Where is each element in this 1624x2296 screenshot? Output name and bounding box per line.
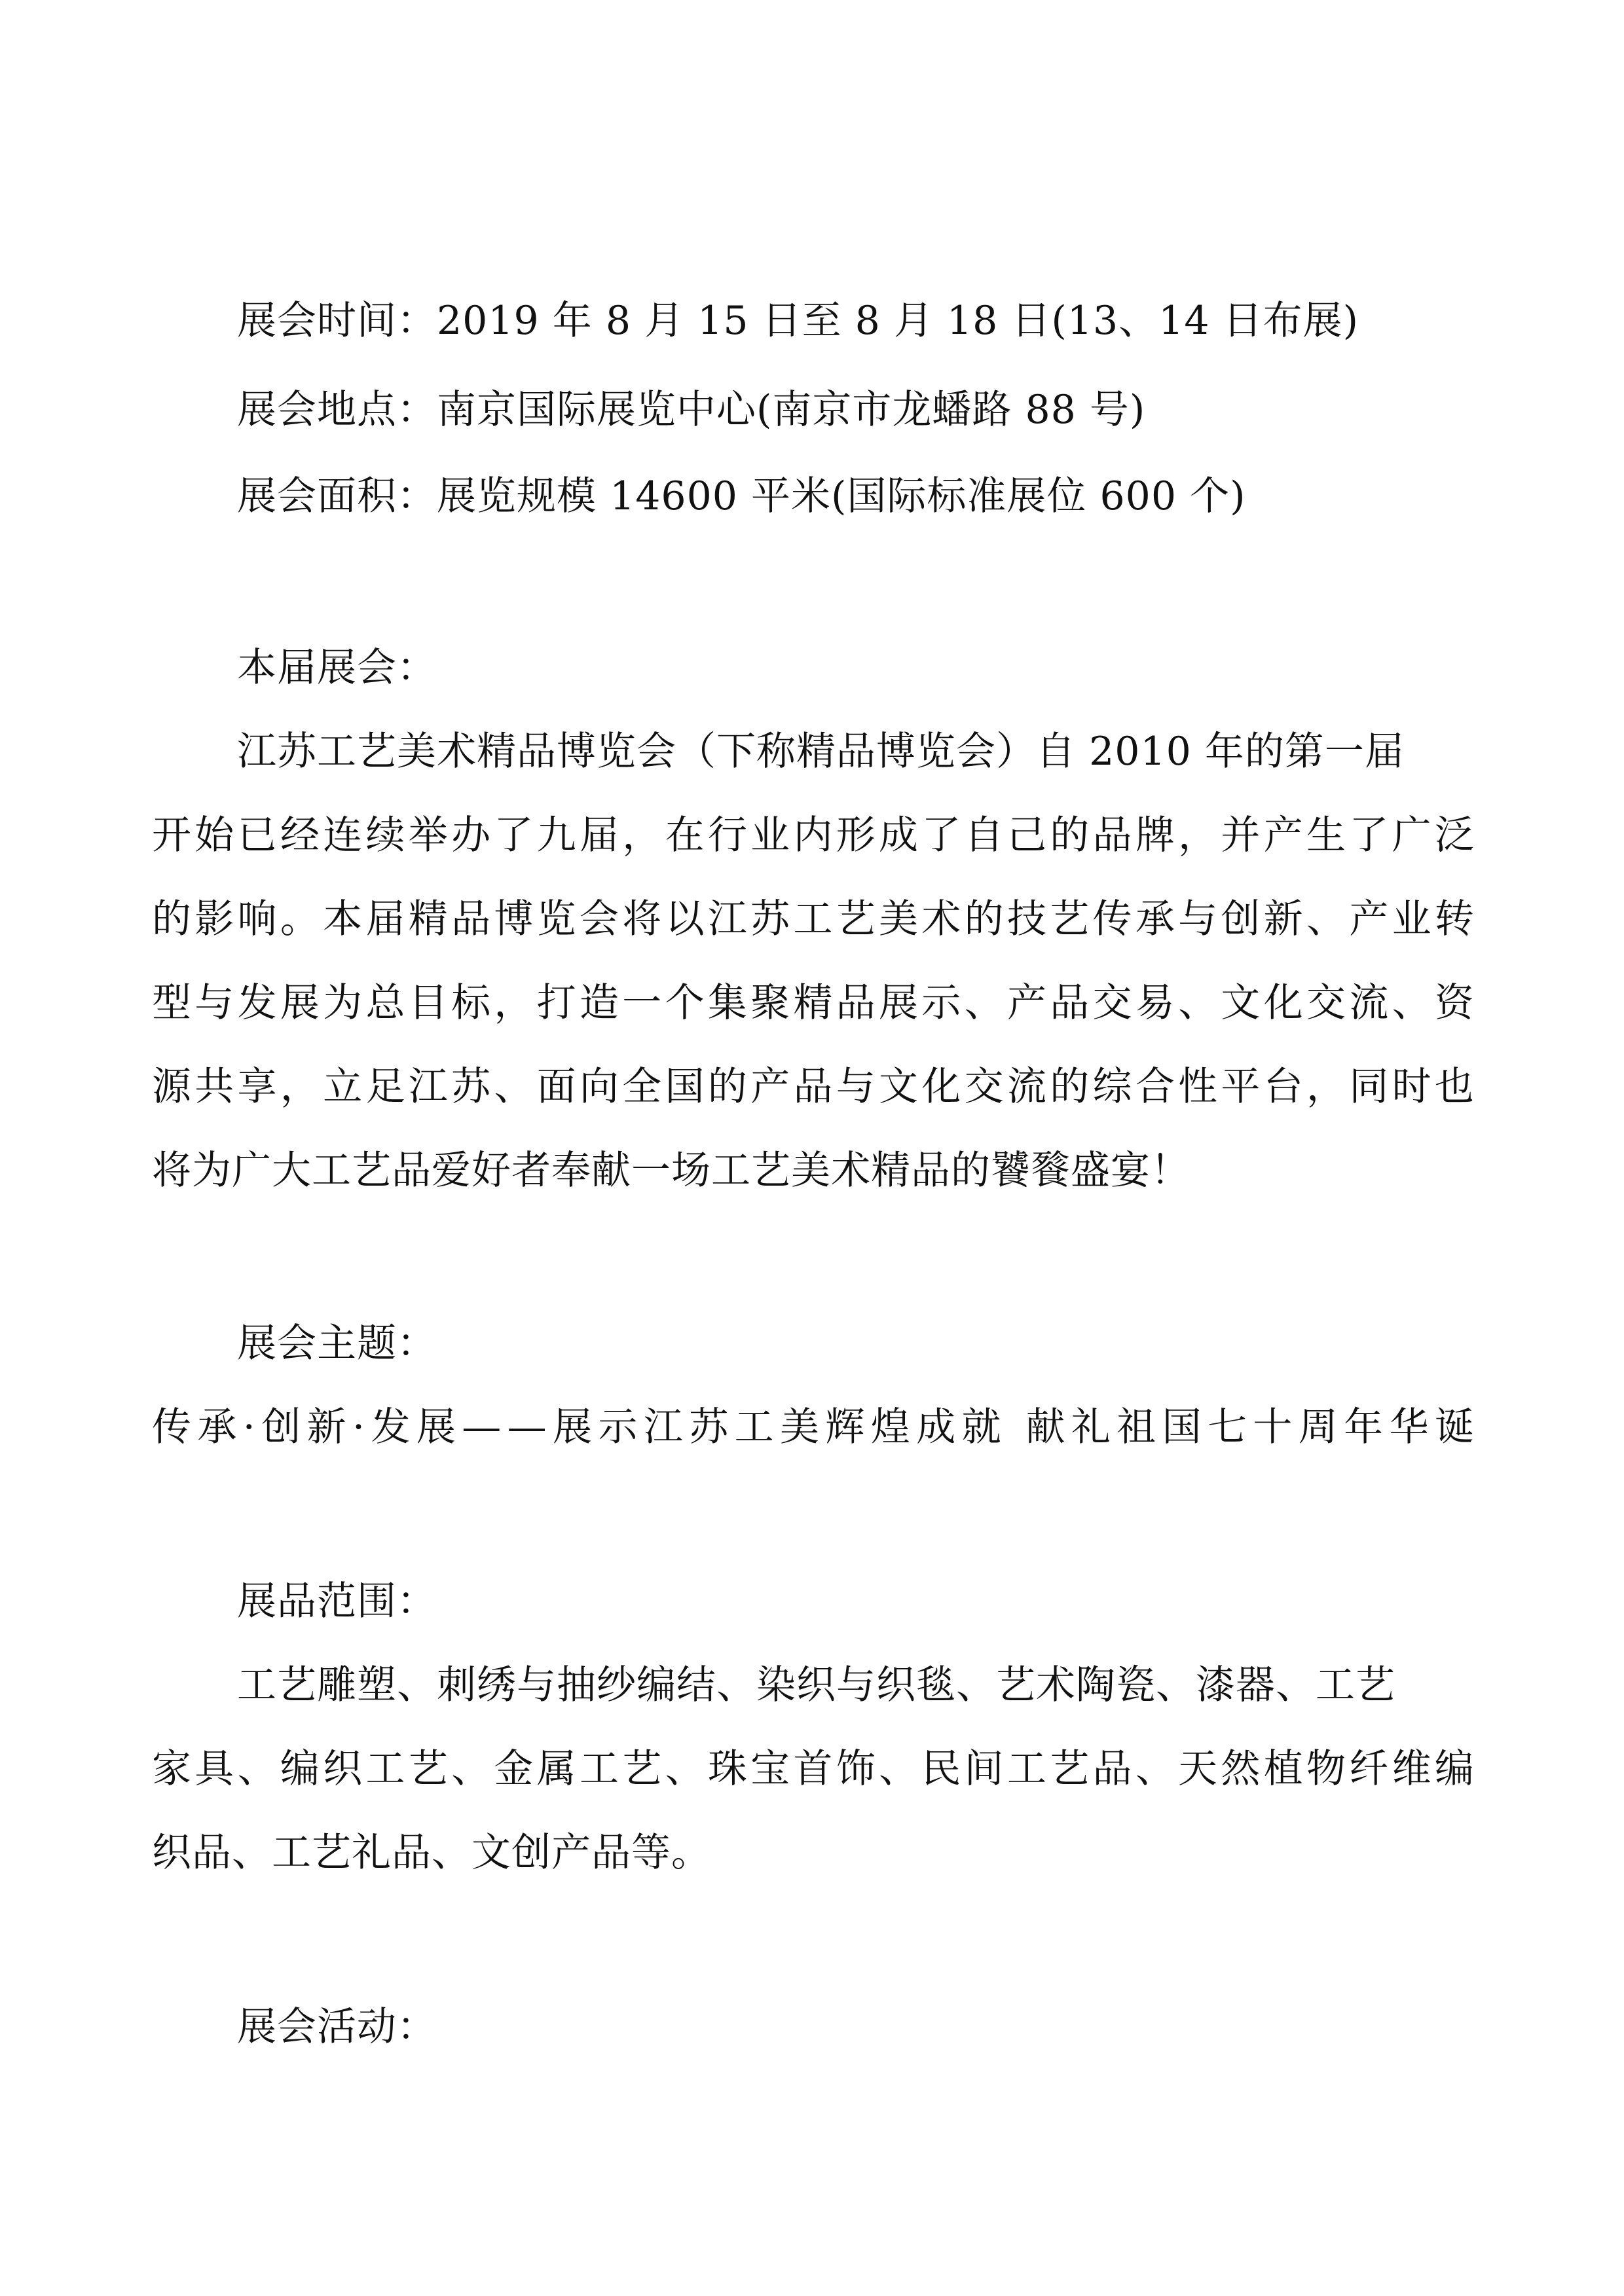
activities-heading: 展会活动：: [237, 2004, 437, 2050]
current-paragraph-line-3: 的 影 响 。 本 届 精 品 博 览 会 将 以 江 苏 工 艺 美 术 的 技 艺 传 承 与 创 新 、 产 业 转: [152, 896, 1475, 942]
exhibition-venue: 展会地点：南京国际展览中心(南京市龙蟠路 88 号): [237, 387, 1146, 433]
scope-paragraph-line-3: 织品、工艺礼品、文创产品等。: [152, 1830, 711, 1876]
exhibition-area: 展会面积：展览规模 14600 平米(国际标准展位 600 个): [237, 473, 1246, 519]
scope-paragraph-line-2: 家 具 、 编 织 工 艺 、 金 属 工 艺 、 珠 宝 首 饰 、 民 间 工 艺 品 、 天 然 植 物 纤 维 编: [152, 1746, 1475, 1792]
current-paragraph-line-4: 型 与 发 展 为 总 目 标 ， 打 造 一 个 集 聚 精 品 展 示 、 产 品 交 易 、 文 化 交 流 、 资: [152, 980, 1475, 1026]
scope-paragraph-line-1: 工艺雕塑、刺绣与抽纱编结、染织与织毯、艺术陶瓷、漆器、工艺: [237, 1662, 1395, 1708]
current-exhibition-heading: 本届展会：: [237, 645, 437, 691]
current-paragraph-line-6: 将为广大工艺品爱好者奉献一场工艺美术精品的饕餮盛宴！: [152, 1148, 1190, 1194]
theme-heading: 展会主题：: [237, 1321, 437, 1366]
exhibition-time: 展会时间：2019 年 8 月 15 日至 8 月 18 日(13、14 日布展): [237, 298, 1359, 344]
current-paragraph-line-1: 江苏工艺美术精品博览会（下称精品博览会）自 2010 年的第一届: [237, 729, 1405, 774]
current-paragraph-line-2: 开 始 已 经 连 续 举 办 了 九 届 ， 在 行 业 内 形 成 了 自 己 的 品 牌 ， 并 产 生 了 广 泛: [152, 812, 1475, 858]
theme-text: 传 承 · 创 新 · 发 展 — — 展 示 江 苏 工 美 辉 煌 成 就 献 礼 祖 国 七 十 周 年 华 诞: [152, 1404, 1475, 1450]
scope-heading: 展品范围：: [237, 1578, 437, 1624]
current-paragraph-line-5: 源 共 享 ， 立 足 江 苏 、 面 向 全 国 的 产 品 与 文 化 交 流 的 综 合 性 平 台 ， 同 时 也: [152, 1064, 1475, 1110]
